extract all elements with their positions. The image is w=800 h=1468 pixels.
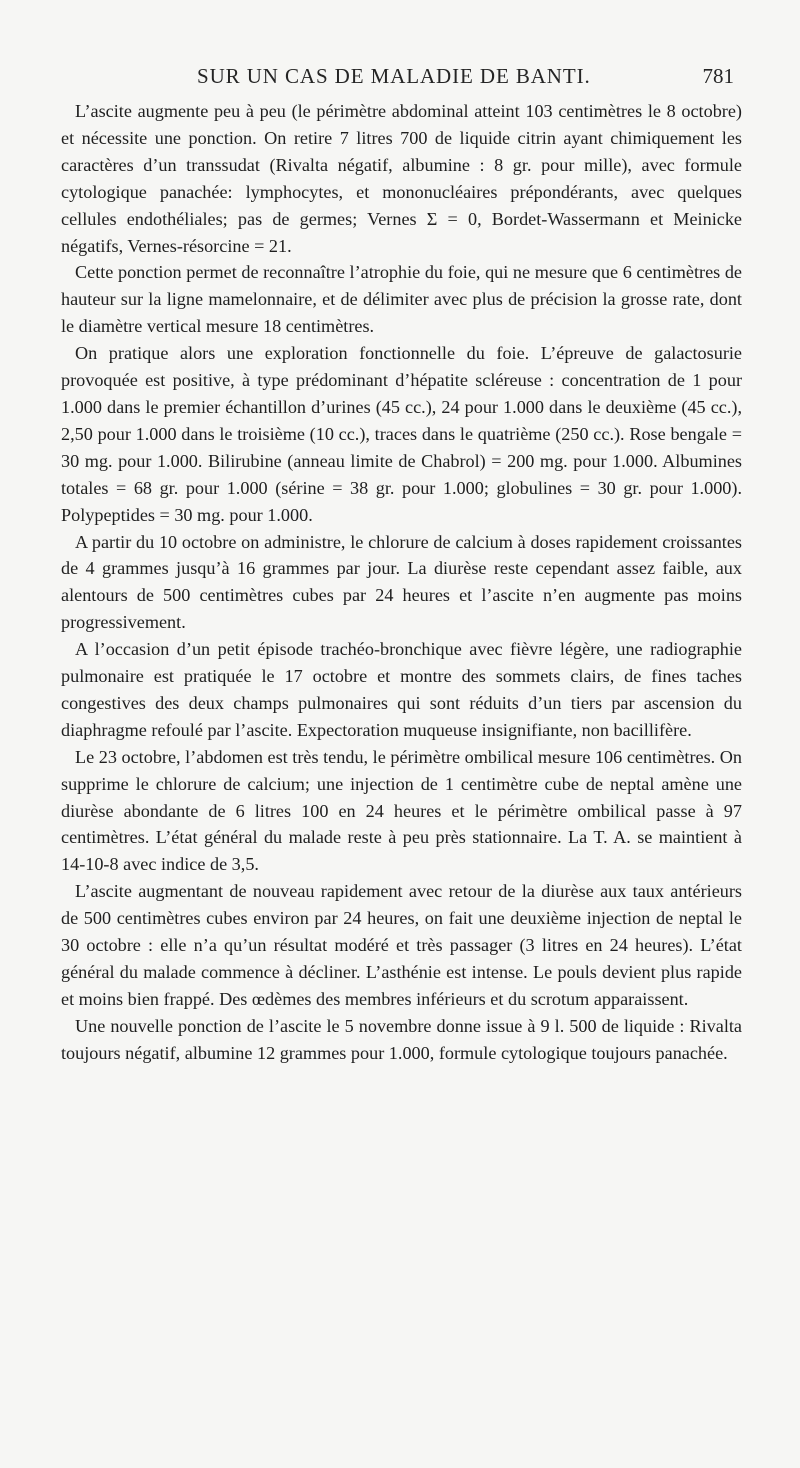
running-title: SUR UN CAS DE MALADIE DE BANTI. (197, 64, 591, 88)
paragraph-novembre: Une nouvelle ponction de l’ascite le 5 novembre donne issue à 9 l. 500 de liquide : Rivalta toujours négatif, albumine 12 grammes pour 1.000, formule cytologique toujours panachée. (61, 1015, 742, 1063)
paragraph-radiographie: A l’occasion d’un petit épisode trachéo-bronchique avec fièvre légère, une radiographie pulmonaire est pratiquée le 17 octobre et montre des sommets clairs, de fines taches congestives des deux champs pulmonaires qui sont réduits d’un tiers par ascension du diaphragme refoulé par l’ascite. Expectoration muqueuse insignifiante, non bacillifère. (61, 639, 742, 740)
page-number: 781 (702, 64, 734, 88)
paragraph-exploration: On pratique alors une exploration fonctionnelle du foie. L’épreuve de galactosurie provoquée est positive, à type prédominant d’hépatite scléreuse : concentration de 1 pour 1.000 dans le premier échantillon d’urines (45 cc.), 24 pour 1.000 dans le deuxième (45 cc.), 2,50 pour 1.000 dans le troisième (10 cc.), traces dans le quatrième (250 cc.). Rose bengale = 30 mg. pour 1.000. Bilirubine (anneau limite de Chabrol) = 200 mg. pour 1.000. Albumines totales = 68 gr. pour 1.000 (sérine = 38 gr. pour 1.000; globulines = 30 gr. pour 1.000). Polypeptides = 30 mg. pour 1.000. (61, 343, 742, 525)
paragraph-calcium: A partir du 10 octobre on administre, le chlorure de calcium à doses rapidement croissantes de 4 grammes jusqu’à 16 grammes par jour. La diurèse reste cependant assez faible, aux alentours de 500 centimètres cubes par 24 heures et l’ascite n’en augmente pas moins progressivement. (61, 531, 742, 633)
paragraph-ascite: L’ascite augmente peu à peu (le périmètre abdominal atteint 103 centimètres le 8 octobre) et nécessite une ponction. On retire 7 litres 700 de liquide citrin ayant chimiquement les caractères d’un transsudat (Rivalta négatif, albumine : 8 gr. pour mille), avec formule cytologique panachée: lymphocytes, et mononucléaires prépondérants, avec quelques cellules endothéliales; pas de germes; Vernes Σ = 0, Bordet-Wassermann et Meinicke négatifs, Vernes-résorcine = 21. (61, 101, 742, 256)
paragraph-neptal: L’ascite augmentant de nouveau rapidement avec retour de la diurèse aux taux antérieurs de 500 centimètres cubes environ par 24 heures, on fait une deuxième injection de neptal le 30 octobre : elle n’a qu’un résultat modéré et très passager (3 litres en 24 heures). L’état général du malade commence à décliner. L’asthénie est intense. Le pouls devient plus rapide et moins bien frappé. Des œdèmes des membres inférieurs et du scrotum apparaissent. (61, 881, 742, 1009)
paragraph-23-octobre: Le 23 octobre, l’abdomen est très tendu, le périmètre ombilical mesure 106 centimètres. On supprime le chlorure de calcium; une injection de 1 centimètre cube de neptal amène une diurèse abondante de 6 litres 100 en 24 heures et le périmètre ombilical passe à 97 centimètres. L’état général du malade reste à peu près stationnaire. La T. A. se maintient à 14-10-8 avec indice de 3,5. (61, 746, 742, 875)
running-header (62, 64, 742, 92)
body-text (61, 98, 742, 1067)
paragraph-ponction: Cette ponction permet de reconnaître l’atrophie du foie, qui ne mesure que 6 centimètres de hauteur sur la ligne mamelonnaire, et de délimiter avec plus de précision la grosse rate, dont le diamètre vertical mesure 18 centimètres. (61, 262, 742, 337)
